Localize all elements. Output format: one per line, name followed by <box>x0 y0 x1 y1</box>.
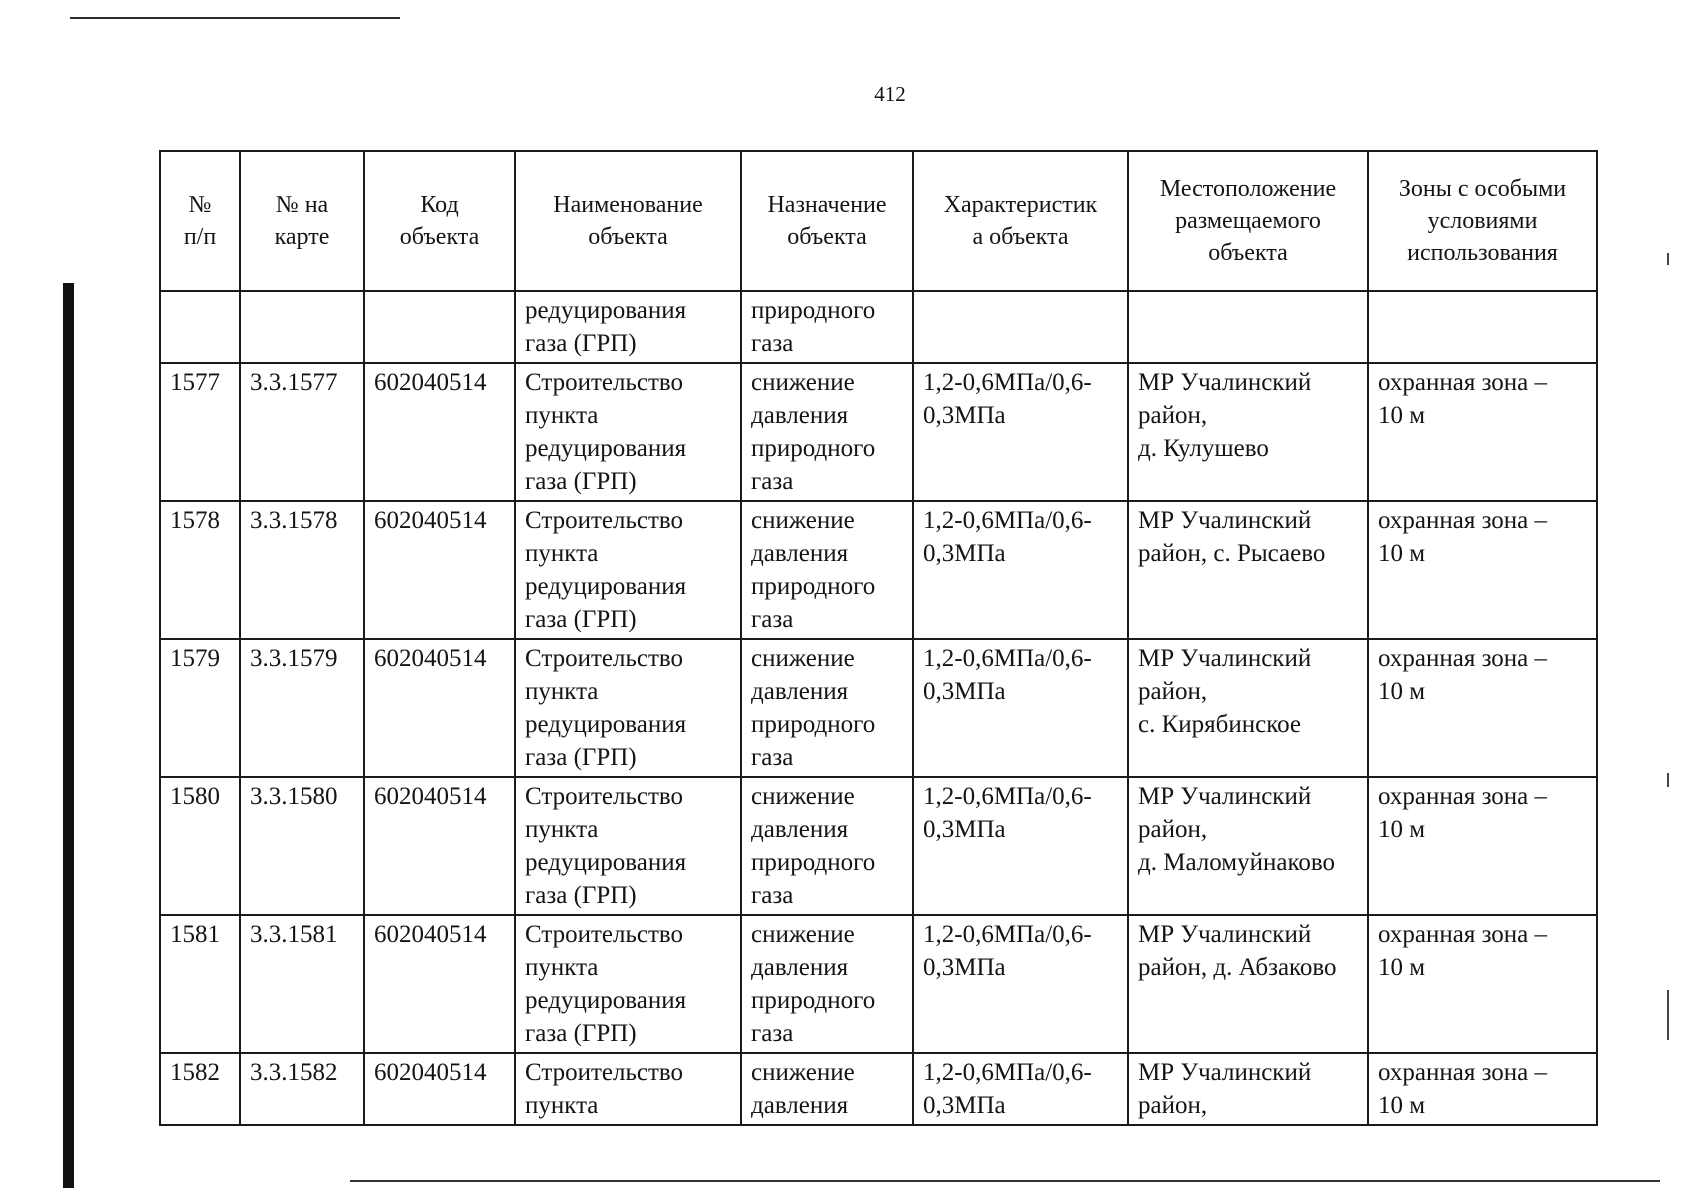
header-location <box>1128 151 1368 291</box>
cell-code: 602040514 <box>364 363 515 501</box>
header-map-num <box>240 151 364 291</box>
cell-num: 1579 <box>160 639 240 777</box>
cell-code: 602040514 <box>364 1053 515 1125</box>
header-name <box>515 151 741 291</box>
cell-line: снижение <box>751 1059 855 1086</box>
header-line: Местоположение <box>1159 176 1337 202</box>
cell-line: газа <box>751 1020 794 1047</box>
cell-purpose <box>741 777 913 915</box>
cell-purpose <box>741 501 913 639</box>
cell-line: давления <box>751 954 849 981</box>
cell-line: давления <box>751 540 849 567</box>
cell-zones <box>1368 1053 1597 1125</box>
scan-left-edge-shadow <box>63 283 74 1188</box>
cell-line: природного <box>751 297 876 324</box>
cell-line: газа <box>751 882 794 909</box>
header-line: условиями <box>1427 208 1538 234</box>
cell-line: природного <box>751 987 876 1014</box>
cell-name <box>515 1053 741 1125</box>
cell-line: МР Учалинский <box>1138 645 1312 672</box>
cell-characteristic <box>913 501 1128 639</box>
cell-line: пункта <box>525 678 599 705</box>
cell-line: 0,3МПа <box>923 816 1006 843</box>
header-line: а объекта <box>972 224 1069 250</box>
cell-line: 0,3МПа <box>923 678 1006 705</box>
header-line: п/п <box>183 224 217 250</box>
cell-location <box>1128 363 1368 501</box>
cell-purpose <box>741 639 913 777</box>
cell-name <box>515 639 741 777</box>
cell-line: 1,2-0,6МПа/0,6- <box>923 921 1092 948</box>
scan-speck <box>1667 773 1669 787</box>
cell-purpose <box>741 291 913 363</box>
cell-line: природного <box>751 435 876 462</box>
cell-line: давления <box>751 816 849 843</box>
cell-location <box>1128 915 1368 1053</box>
header-line: Код <box>420 192 459 218</box>
table-row <box>160 915 1597 1053</box>
cell-line: МР Учалинский <box>1138 921 1312 948</box>
cell-line: пункта <box>525 402 599 429</box>
cell-line: МР Учалинский <box>1138 369 1312 396</box>
cell-line: 10 м <box>1378 678 1426 705</box>
page-number: 412 <box>874 82 906 106</box>
cell-line: пункта <box>525 816 599 843</box>
cell-code: 602040514 <box>364 777 515 915</box>
cell-line: редуцирования <box>525 435 687 462</box>
cell-line: редуцирования <box>525 987 687 1014</box>
cell-line: 10 м <box>1378 1092 1426 1119</box>
cell-name <box>515 501 741 639</box>
header-line: использования <box>1407 240 1558 266</box>
scan-top-rule <box>70 17 400 19</box>
header-zones <box>1368 151 1597 291</box>
cell-line: Строительство <box>525 645 684 672</box>
cell-line: 1,2-0,6МПа/0,6- <box>923 369 1092 396</box>
cell-zones <box>1368 639 1597 777</box>
header-line: объекта <box>399 224 480 250</box>
cell-characteristic <box>913 777 1128 915</box>
cell-line: Строительство <box>525 783 684 810</box>
header-line: № на <box>275 192 329 218</box>
scan-speck <box>1667 253 1669 265</box>
header-line: размещаемого <box>1175 208 1321 234</box>
cell-line: давления <box>751 402 849 429</box>
cell-line: район, с. Рысаево <box>1138 540 1326 567</box>
cell-map-num: 3.3.1579 <box>240 639 364 777</box>
cell-purpose <box>741 1053 913 1125</box>
cell-zones <box>1368 777 1597 915</box>
cell-line: 0,3МПа <box>923 954 1006 981</box>
cell-line: пункта <box>525 954 599 981</box>
cell-code: 602040514 <box>364 639 515 777</box>
cell-zones <box>1368 291 1597 363</box>
cell-map-num: 3.3.1580 <box>240 777 364 915</box>
cell-name <box>515 291 741 363</box>
cell-line: пункта <box>525 1092 599 1119</box>
cell-line: природного <box>751 849 876 876</box>
header-line: Зоны с особыми <box>1398 176 1567 202</box>
cell-line: охранная зона – <box>1378 1059 1548 1086</box>
cell-num: 1582 <box>160 1053 240 1125</box>
cell-purpose <box>741 363 913 501</box>
objects-table <box>159 150 1598 1126</box>
cell-line: газа <box>751 606 794 633</box>
header-line: объекта <box>787 224 867 250</box>
cell-line: природного <box>751 573 876 600</box>
cell-line: 10 м <box>1378 816 1426 843</box>
cell-line: район, д. Абзаково <box>1138 954 1337 981</box>
scan-speck <box>1667 990 1669 1040</box>
header-line: Характеристик <box>943 192 1098 218</box>
cell-line: Строительство <box>525 921 684 948</box>
table-body <box>160 291 1597 1125</box>
table-row <box>160 777 1597 915</box>
cell-line: газа (ГРП) <box>525 468 637 495</box>
cell-line: 0,3МПа <box>923 1092 1006 1119</box>
header-line: объекта <box>1208 240 1288 266</box>
cell-line: пункта <box>525 540 599 567</box>
cell-line: Строительство <box>525 507 684 534</box>
cell-location <box>1128 501 1368 639</box>
cell-line: 1,2-0,6МПа/0,6- <box>923 783 1092 810</box>
cell-line: снижение <box>751 645 855 672</box>
header-num <box>160 151 240 291</box>
cell-line: 1,2-0,6МПа/0,6- <box>923 1059 1092 1086</box>
header-line: Наименование <box>553 192 703 218</box>
cell-line: редуцирования <box>525 573 687 600</box>
scan-bottom-rule <box>350 1180 1660 1182</box>
cell-line: снижение <box>751 921 855 948</box>
cell-line: 10 м <box>1378 954 1426 981</box>
cell-characteristic <box>913 639 1128 777</box>
header-code <box>364 151 515 291</box>
cell-map-num: 3.3.1577 <box>240 363 364 501</box>
cell-line: Строительство <box>525 1059 684 1086</box>
cell-line: газа <box>751 744 794 771</box>
cell-line: район, <box>1138 816 1208 843</box>
cell-line: охранная зона – <box>1378 783 1548 810</box>
cell-line: газа <box>751 330 794 357</box>
cell-purpose <box>741 915 913 1053</box>
cell-name <box>515 915 741 1053</box>
cell-map-num: 3.3.1581 <box>240 915 364 1053</box>
cell-line: газа (ГРП) <box>525 330 637 357</box>
header-line: объекта <box>588 224 668 250</box>
cell-line: МР Учалинский <box>1138 783 1312 810</box>
cell-location <box>1128 639 1368 777</box>
cell-code: 602040514 <box>364 501 515 639</box>
cell-location <box>1128 777 1368 915</box>
cell-line: снижение <box>751 507 855 534</box>
cell-code: 602040514 <box>364 915 515 1053</box>
cell-num: 1580 <box>160 777 240 915</box>
cell-num: 1578 <box>160 501 240 639</box>
cell-num: 1581 <box>160 915 240 1053</box>
table-header-row <box>160 151 1597 291</box>
cell-line: охранная зона – <box>1378 921 1548 948</box>
cell-num: 1577 <box>160 363 240 501</box>
cell-line: редуцирования <box>525 849 687 876</box>
table-row <box>160 639 1597 777</box>
cell-name <box>515 363 741 501</box>
cell-line: снижение <box>751 369 855 396</box>
cell-line: газа (ГРП) <box>525 744 637 771</box>
cell-zones <box>1368 501 1597 639</box>
cell-characteristic <box>913 363 1128 501</box>
cell-zones <box>1368 915 1597 1053</box>
cell-location <box>1128 1053 1368 1125</box>
cell-line: газа (ГРП) <box>525 882 637 909</box>
cell-line: район, <box>1138 402 1208 429</box>
header-characteristic <box>913 151 1128 291</box>
cell-line: природного <box>751 711 876 738</box>
cell-line: снижение <box>751 783 855 810</box>
cell-line: давления <box>751 678 849 705</box>
cell-num <box>160 291 240 363</box>
table-row <box>160 291 1597 363</box>
header-purpose <box>741 151 913 291</box>
cell-map-num <box>240 291 364 363</box>
cell-map-num: 3.3.1582 <box>240 1053 364 1125</box>
cell-line: МР Учалинский <box>1138 1059 1312 1086</box>
header-line: № <box>188 192 212 218</box>
cell-line: газа (ГРП) <box>525 606 637 633</box>
cell-line: 1,2-0,6МПа/0,6- <box>923 507 1092 534</box>
cell-line: 1,2-0,6МПа/0,6- <box>923 645 1092 672</box>
cell-name <box>515 777 741 915</box>
cell-line: газа (ГРП) <box>525 1020 637 1047</box>
cell-line: давления <box>751 1092 849 1119</box>
cell-line: Строительство <box>525 369 684 396</box>
cell-characteristic <box>913 1053 1128 1125</box>
cell-line: 0,3МПа <box>923 402 1006 429</box>
cell-line: охранная зона – <box>1378 645 1548 672</box>
header-line: карте <box>274 224 330 250</box>
cell-line: 10 м <box>1378 540 1426 567</box>
table-row <box>160 501 1597 639</box>
cell-line: д. Кулушево <box>1138 435 1269 462</box>
table-row <box>160 1053 1597 1125</box>
cell-characteristic <box>913 915 1128 1053</box>
cell-code <box>364 291 515 363</box>
cell-characteristic <box>913 291 1128 363</box>
cell-zones <box>1368 363 1597 501</box>
cell-line: 10 м <box>1378 402 1426 429</box>
cell-line: МР Учалинский <box>1138 507 1312 534</box>
header-line: Назначение <box>767 192 887 218</box>
cell-line: редуцирования <box>525 711 687 738</box>
cell-map-num: 3.3.1578 <box>240 501 364 639</box>
cell-line: д. Маломуйнаково <box>1138 849 1335 876</box>
cell-line: редуцирования <box>525 297 687 324</box>
cell-line: район, <box>1138 1092 1208 1119</box>
cell-line: охранная зона – <box>1378 507 1548 534</box>
cell-line: 0,3МПа <box>923 540 1006 567</box>
cell-line: с. Кирябинское <box>1138 711 1302 738</box>
table-row <box>160 363 1597 501</box>
cell-line: газа <box>751 468 794 495</box>
cell-location <box>1128 291 1368 363</box>
cell-line: район, <box>1138 678 1208 705</box>
cell-line: охранная зона – <box>1378 369 1548 396</box>
